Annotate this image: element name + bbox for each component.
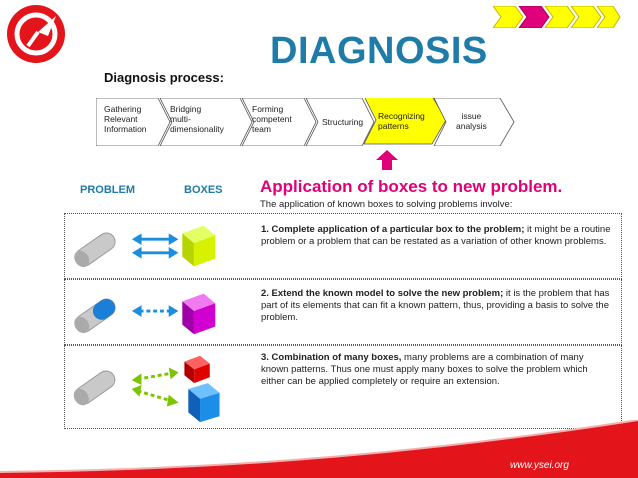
page-title: DIAGNOSIS xyxy=(270,30,488,72)
step-bridging: Bridging multi- dimensionality xyxy=(170,104,224,134)
column-problem: PROBLEM xyxy=(80,184,135,196)
step-forming: Forming competent team xyxy=(252,104,292,134)
website-link[interactable]: www.ysei.org xyxy=(510,460,569,471)
column-boxes: BOXES xyxy=(184,184,223,196)
logo-icon xyxy=(4,2,68,66)
item-1-text: 1. Complete application of a particular box to the problem; it might be a routine problem or a problem that can be restated as a variation of other known problems. xyxy=(261,224,611,247)
application-title: Application of boxes to new problem. xyxy=(260,177,563,196)
cylinder-box-icon xyxy=(65,346,255,428)
step-recognizing: Recognizing patterns xyxy=(378,111,425,131)
list-item xyxy=(64,213,622,279)
up-arrow-icon xyxy=(376,150,398,170)
step-issue-analysis: issue analysis xyxy=(456,111,487,131)
process-label: Diagnosis process: xyxy=(104,70,224,85)
application-description: The application of known boxes to solving problems involve: xyxy=(260,199,513,210)
process-flow xyxy=(96,98,516,146)
list-item xyxy=(64,345,622,429)
progress-chevrons xyxy=(493,6,621,28)
item-2-text: 2. Extend the known model to solve the new problem; it is the problem that has part of its elements that can fit a known pattern, thus, providing a basis to solve the problem. xyxy=(261,288,610,323)
list-item xyxy=(64,279,622,345)
cylinder-box-icon xyxy=(65,280,255,344)
item-3-text: 3. Combination of many boxes, many problems are a combination of many known patterns. Thus one must apply many boxes to solve the problem which either can be applied completely or require an extension. xyxy=(261,352,588,387)
cylinder-box-icon xyxy=(65,214,255,278)
step-gathering: Gathering Relevant Information xyxy=(104,104,147,134)
step-structuring: Structuring xyxy=(322,117,364,127)
